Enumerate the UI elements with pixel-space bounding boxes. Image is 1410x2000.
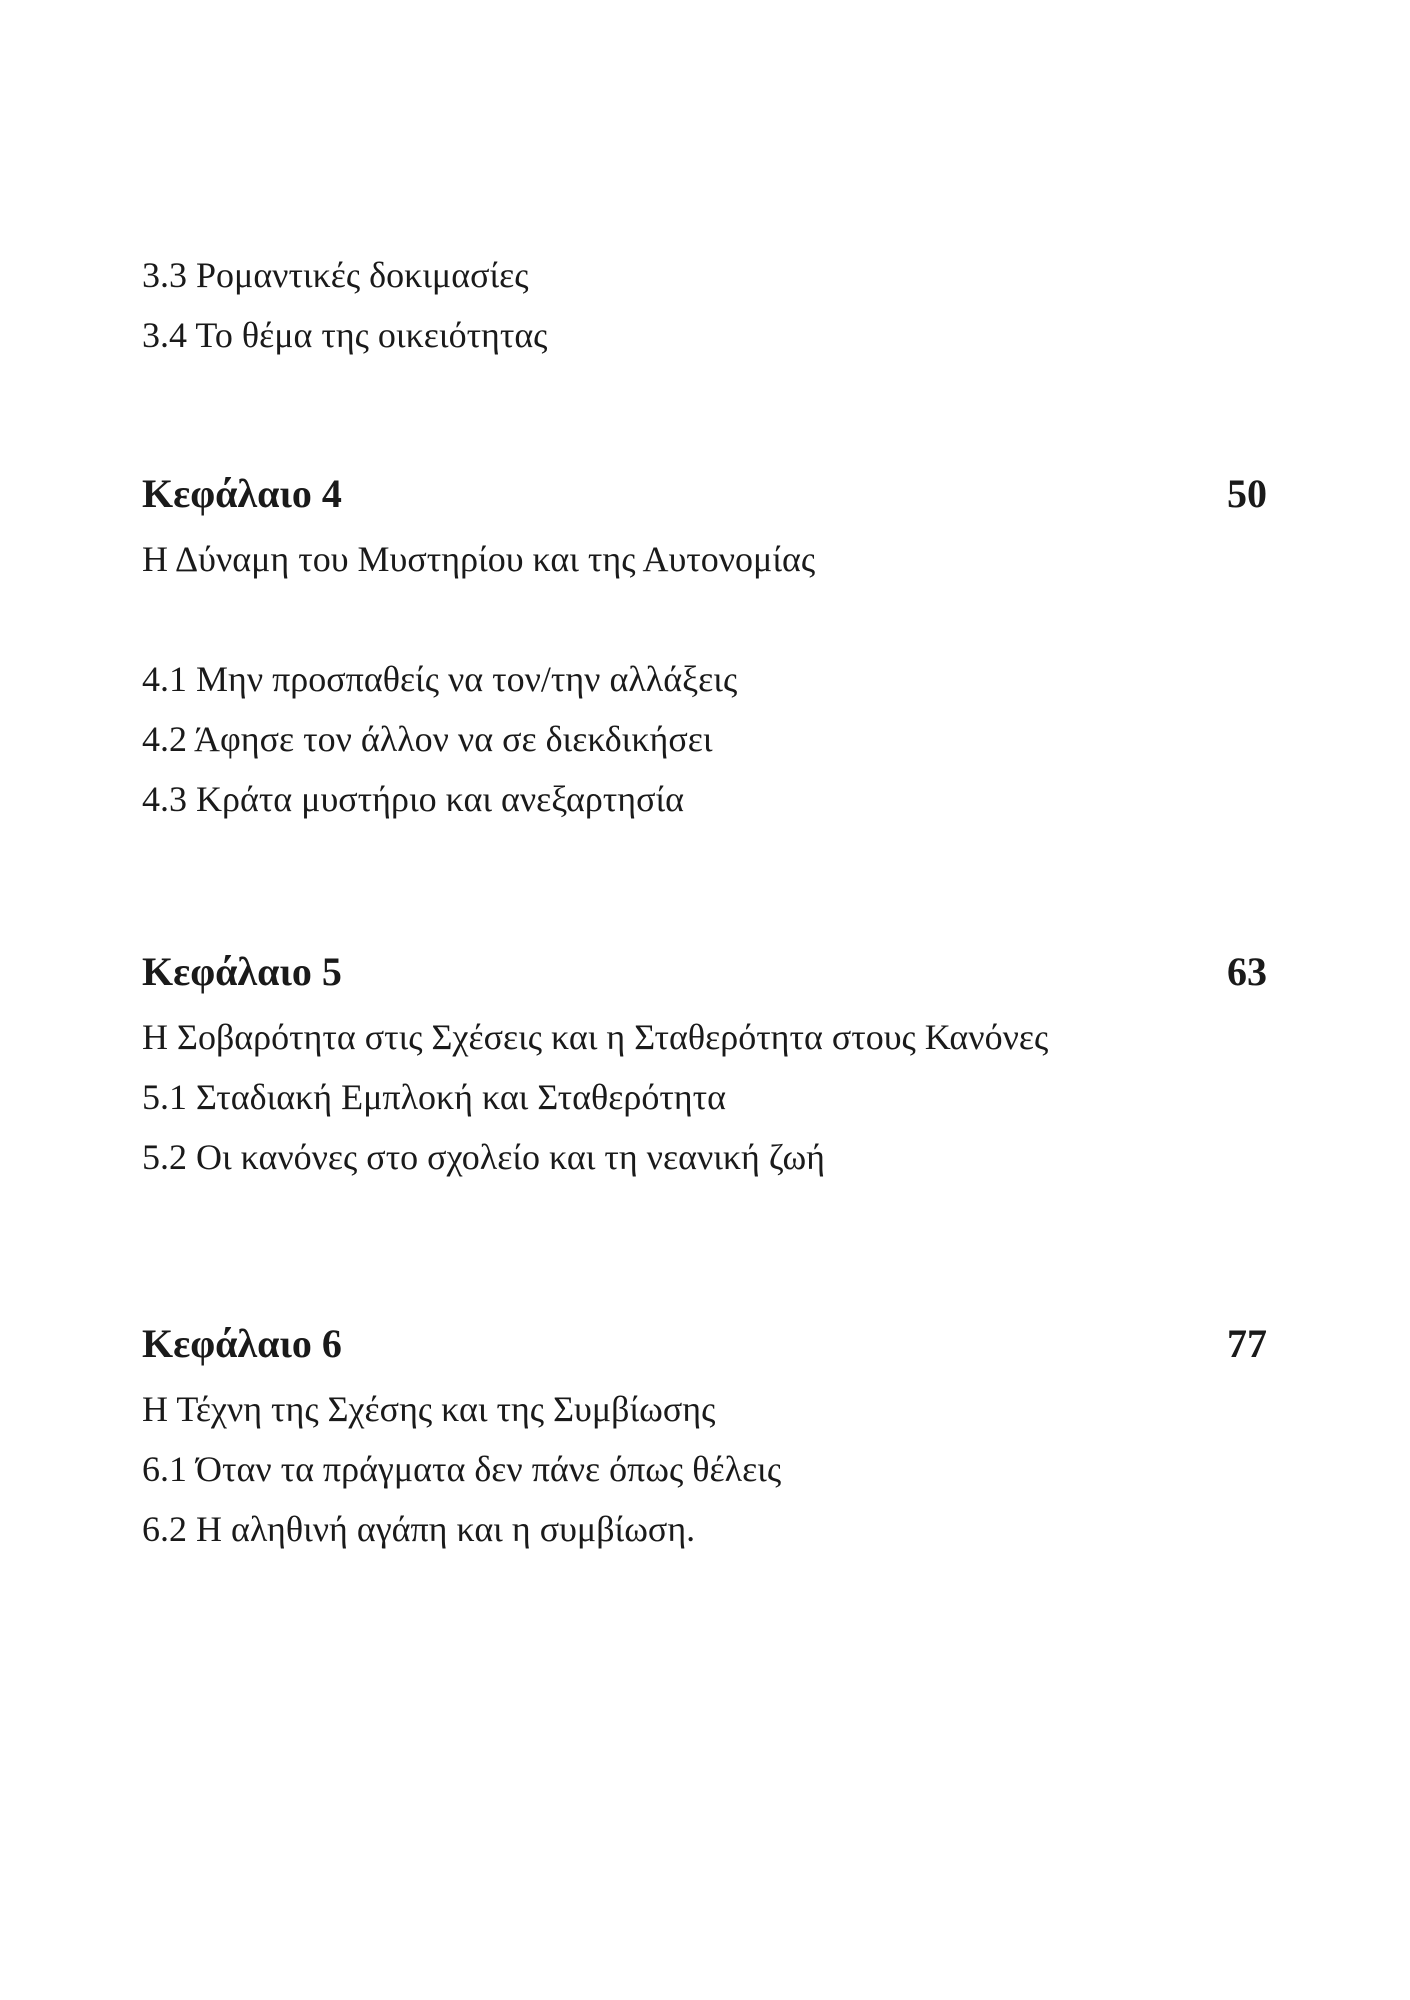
chapter-5-heading-row xyxy=(142,937,1267,1007)
chapter-4-subtitle: Η Δύναμη του Μυστηρίου και της Αυτονομίας xyxy=(142,539,816,579)
chapter-5-subtitle: Η Σοβαρότητα στις Σχέσεις και η Σταθερότητα στους Κανόνες xyxy=(142,1017,1049,1057)
chapter-6-page-number: 77 xyxy=(1227,1321,1267,1366)
table-of-contents xyxy=(142,245,1267,1559)
chapter-6-subtitle: Η Τέχνη της Σχέσης και της Συμβίωσης xyxy=(142,1389,716,1429)
toc-section-5-2: 5.2 Οι κανόνες στο σχολείο και τη νεανική ζωή xyxy=(142,1137,825,1177)
toc-section-3-3: 3.3 Ρομαντικές δοκιμασίες xyxy=(142,255,529,295)
chapter-4-page-number: 50 xyxy=(1227,471,1267,516)
toc-section-4-2: 4.2 Άφησε τον άλλον να σε διεκδικήσει xyxy=(142,719,713,759)
chapter-5-page-number: 63 xyxy=(1227,949,1267,994)
toc-section-4-3: 4.3 Κράτα μυστήριο και ανεξαρτησία xyxy=(142,779,685,819)
toc-section-3-4: 3.4 Το θέμα της οικειότητας xyxy=(142,315,548,355)
chapter-6-heading-row xyxy=(142,1309,1267,1379)
chapter-6-title: Κεφάλαιο 6 xyxy=(142,1321,342,1366)
chapter-5-title: Κεφάλαιο 5 xyxy=(142,949,342,994)
chapter-4-title: Κεφάλαιο 4 xyxy=(142,471,342,516)
toc-section-6-2: 6.2 Η αληθινή αγάπη και η συμβίωση. xyxy=(142,1509,696,1549)
toc-section-4-1: 4.1 Μην προσπαθείς να τον/την αλλάξεις xyxy=(142,659,738,699)
toc-section-6-1: 6.1 Όταν τα πράγματα δεν πάνε όπως θέλεις xyxy=(142,1449,782,1489)
chapter-4-heading-row xyxy=(142,459,1267,529)
toc-section-5-1: 5.1 Σταδιακή Εμπλοκή και Σταθερότητα xyxy=(142,1077,726,1117)
